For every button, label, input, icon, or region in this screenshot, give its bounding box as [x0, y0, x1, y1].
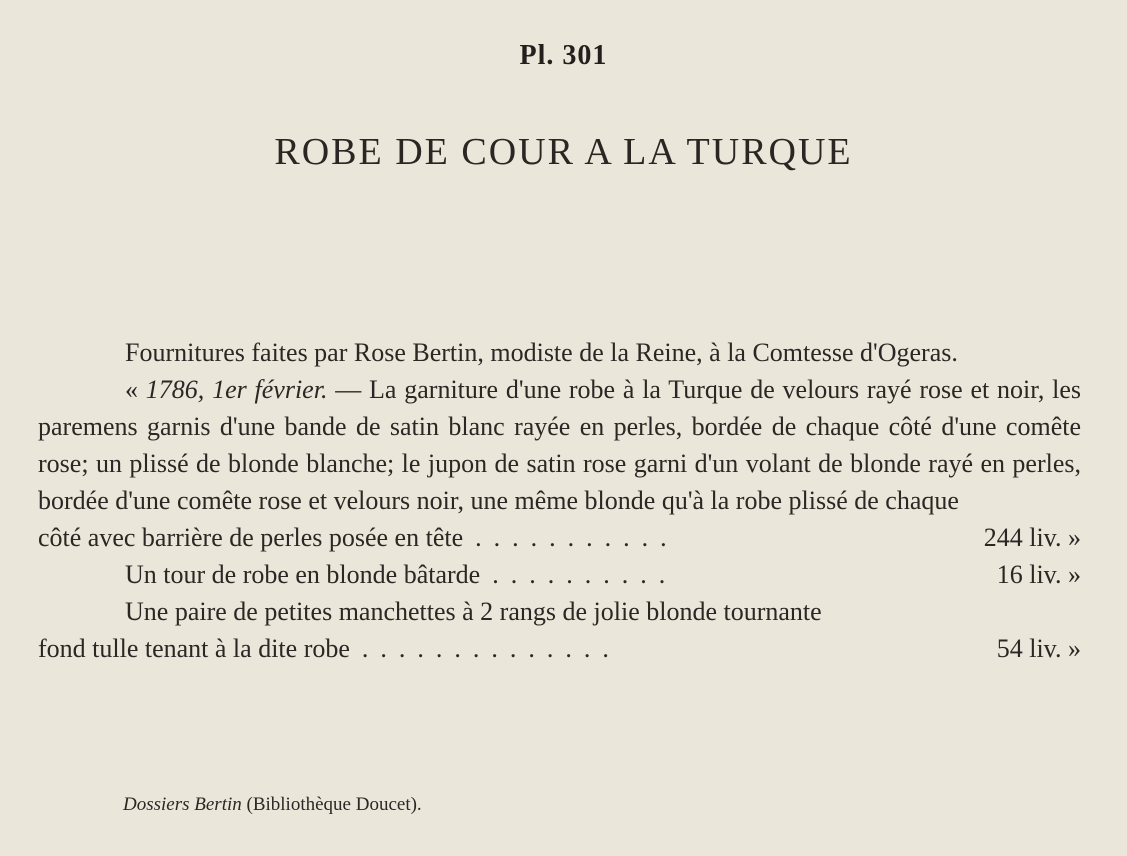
source-location: (Bibliothèque Doucet). [246, 794, 422, 815]
quote-open: « [125, 375, 138, 404]
entry-1-date: 1786, 1er février. [145, 375, 328, 404]
entry-3-price-line [38, 630, 1081, 667]
entry-2-leader: .......... [492, 560, 678, 589]
entry-3-price: 54 liv. » [996, 634, 1081, 663]
entry-3-last-line: fond tulle tenant à la dite robe [38, 634, 350, 663]
entry-1-last-line: côté avec barrière de perles posée en tête [38, 523, 464, 552]
entry-3-paragraph: Une paire de petites manchettes à 2 rangs de jolie blonde tournante [125, 597, 822, 626]
entry-2-text: Un tour de robe en blonde bâtarde [125, 560, 481, 589]
entry-2-price: 16 liv. » [996, 560, 1081, 589]
entry-3-leader: .............. [361, 634, 621, 663]
entry-1-price-line [38, 519, 1081, 556]
entry-2-line [38, 556, 1081, 593]
entry-1-text: La garniture d'une robe à la Turque de velours rayé rose et noir, les paremens garnis d'une bande de satin blanc rayée en perles, bordée de chaque côté d'une comête rose; un plissé de blonde blanche; le jupon de satin rose garni d'un volant de blonde rayé en perles, bordée d'une comête rose et velours noir, une même blonde qu'à la robe plissé de chaque [38, 375, 1082, 515]
page-title: ROBE DE COUR A LA TURQUE [274, 131, 853, 173]
document-body [38, 334, 1081, 667]
entry-1-paragraph [38, 371, 1081, 519]
source-title: Dossiers Bertin [123, 794, 242, 815]
source-citation [123, 794, 422, 816]
intro-paragraph: Fournitures faites par Rose Bertin, modiste de la Reine, à la Comtesse d'Ogeras. [125, 338, 958, 367]
entry-1-leader: ........... [475, 523, 679, 552]
plate-number: Pl. 301 [519, 40, 608, 71]
entry-1-price: 244 liv. » [983, 523, 1081, 552]
entry-1-dash: — [335, 375, 362, 404]
